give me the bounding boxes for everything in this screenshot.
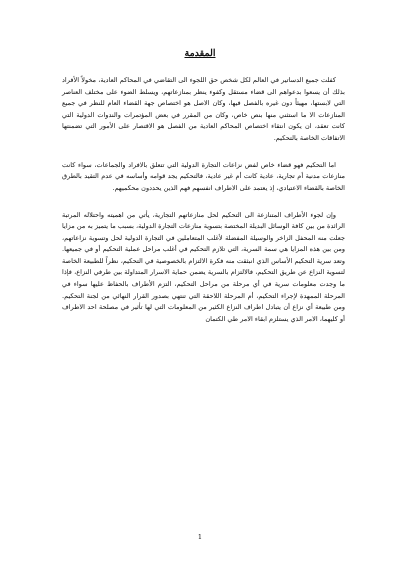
document-body xyxy=(62,75,345,325)
paragraph-3: وإن لجوء الأطراف المتنازعة الى التحكيم لحل منازعاتهم التجارية، يأتي من اهميته واحتلاله المرتبة الرائدة من بين كافة الوسائل البديلة المختصة بتسوية منازعات التجارة الدولية، بسبب ما يتميز به من مزايا جعلت منه المحفل الزاخر والوسيلة المفضلة لأغلب المتعاملين في التجارة الدولية لحل وتسوية نزاعاتهم، ومن بين هذه المزايا هي سمة السرية، التي تلازم التحكيم في أغلب مراحل عملية التحكيم أو في جميعها. وتعد سرية التحكيم الأساس الذي انبثقت منه فكرة الالتزام بالخصوصية في التحكيم، نظراً للطبيعة الخاصة لتسوية النزاع عن طريق التحكيم، فالالتزام بالسرية يضمن حماية الاسرار المتداولة بين طرفي النزاع، فإذا ما وجدت معلومات سرية في أي مرحلة من مراحل التحكيم، التزم الأطراف بالحفاظ عليها سواء في المرحلة الممهدة لإجراء التحكيم، أم المرحلة اللاحقة التي تنتهي بصدور القرار النهائي من لجنة التحكيم. ومن طبيعة أي نزاع أن يتبادل اطراف النزاع الكثير من المعلومات التي لها تأثير في مصلحة احد الاطراف أو كليهما، الامر الذي يستلزم ابقاء الامر طي الكتمان xyxy=(62,210,345,323)
paragraph-1: كفلت جميع الدساتير في العالم لكل شخص حق اللجوء الى التقاضي في المحاكم العادية، مخولاً الأفراد بذلك أن يسعوا بدعواهم الى قضاء مستقل وكفوء ينظر بمنازعاتهم، ويسلط الضوء على مختلف العناصر التي لابستها، مهيئاً دون غيره بالفصل فيها، وكان الاصل هو اختصاص جهة القضاء العام للنظر في جميع المنازعات الا ما استثني منها بنص خاص، وكان من المقرر في بعض المؤتمرات والندوات الدولية التي كانت تعقد، ان يكون انتقاء اختصاص المحاكم العادية من الفصل هو الاقتصار على الأمور التي تضمنتها الاتفاقات الخاصة بالتحكيم. xyxy=(62,76,345,142)
page-title: المقدمة xyxy=(184,48,216,59)
page-number: 1 xyxy=(197,533,203,541)
paragraph-2: اما التحكيم فهو قضاء خاص لفض نزاعات التجارة الدولية التي تتعلق بالافراد والجماعات، سواء كانت منازعات مدنية أم تجارية، عادية كانت أم غير عادية، فالتحكيم يجد قوامه وأساسه في عدم التقيد بالطرق الخاصة بالقضاء الاعتيادي، إذ يعتمد على الاطراف انفسهم فهم الذين يحددون محكميهم. xyxy=(62,160,345,192)
